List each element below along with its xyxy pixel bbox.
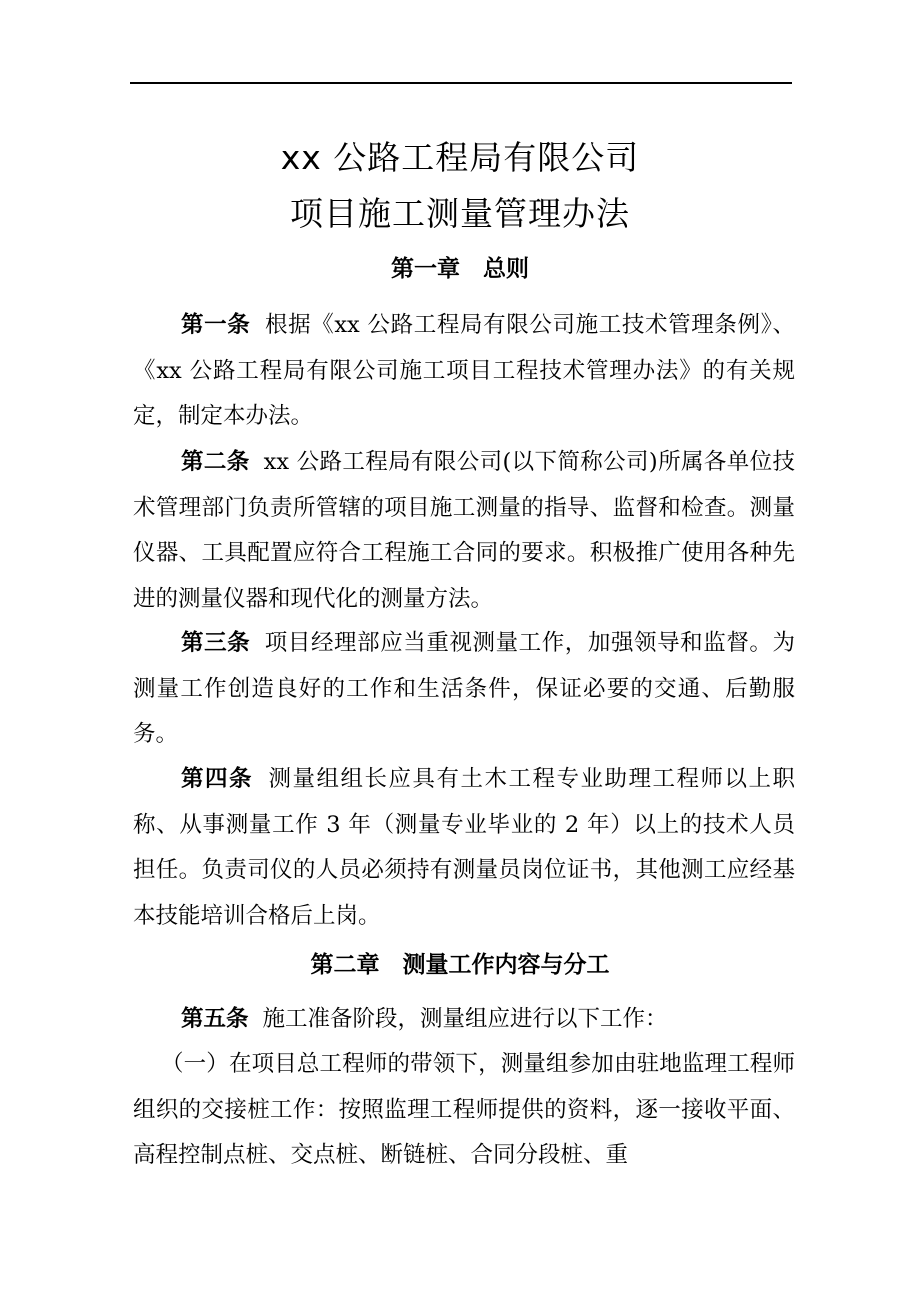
document-title-line1: xx 公路工程局有限公司 [280, 138, 640, 177]
article-2 [133, 440, 795, 622]
article-text: 项目经理部应当重视测量工作，加强领导和监督。为测量工作创造良好的工作和生活条件，保证必要的交通、后勤服务。 [133, 630, 795, 747]
list-item-text: （一）在项目总工程师的带领下，测量组参加由驻地监理工程师组织的交接桩工作：按照监理工程师提供的资料，逐一接收平面、高程控制点桩、交点桩、断链桩、合同分段桩、重 [133, 1051, 795, 1168]
chapter-heading-1: 第一章 总则 [391, 256, 529, 282]
article-number: 第四条 [181, 766, 253, 792]
article-5 [133, 997, 795, 1043]
document-title-line2: 项目施工测量管理办法 [290, 194, 630, 233]
article-number: 第一条 [181, 312, 251, 338]
list-item-1 [133, 1042, 795, 1179]
header-rule [130, 82, 792, 84]
article-number: 第五条 [181, 1006, 249, 1032]
article-text: 测量组组长应具有土木工程专业助理工程师以上职称、从事测量工作 3 年（测量专业毕业的 2 年）以上的技术人员担任。负责司仪的人员必须持有测量员岗位证书，其他测工应经基本技能培训合格后上岗。 [133, 766, 795, 929]
article-number: 第二条 [181, 449, 250, 475]
article-number: 第三条 [181, 630, 251, 656]
chapter-heading-2: 第二章 测量工作内容与分工 [310, 952, 610, 978]
article-text: 施工准备阶段，测量组应进行以下工作： [262, 1006, 668, 1032]
article-text: 根据《xx 公路工程局有限公司施工技术管理条例》、《xx 公路工程局有限公司施工项目工程技术管理办法》的有关规定，制定本办法。 [133, 312, 795, 429]
article-3 [133, 621, 795, 758]
article-text: xx 公路工程局有限公司(以下简称公司)所属各单位技术管理部门负责所管辖的项目施工测量的指导、监督和检查。测量仪器、工具配置应符合工程施工合同的要求。积极推广使用各种先进的测量仪器和现代化的测量方法。 [133, 449, 795, 612]
article-4 [133, 757, 795, 939]
article-1 [133, 303, 795, 440]
